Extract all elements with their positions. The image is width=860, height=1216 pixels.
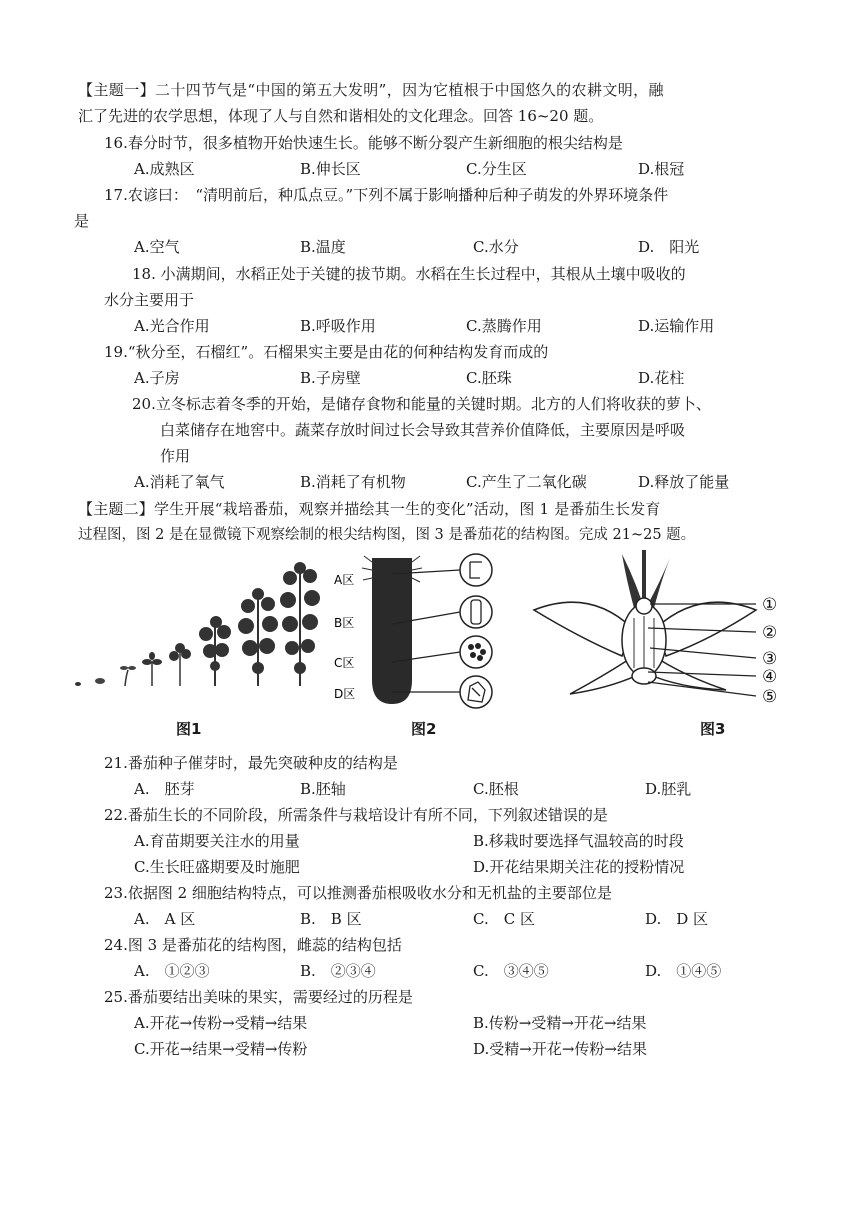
q18-option-a: A.光合作用 [134,317,210,335]
q25-option-d: D.受精→开花→传粉→结果 [473,1040,647,1058]
q24-option-b: B. ②③④ [300,962,376,980]
q20-stem-line3: 作用 [160,447,191,465]
q22-option-a: A.育苗期要关注水的用量 [134,832,300,850]
figure2-root-tip [330,552,520,712]
q24-option-c: C. ③④⑤ [473,962,549,980]
q17-option-c: C.水分 [473,238,519,256]
q23-option-a: A. A 区 [134,910,196,928]
q24-option-a: A. ①②③ [134,962,210,980]
q25-option-b: B.传粉→受精→开花→结果 [473,1014,647,1032]
q20-option-c: C.产生了二氧化碳 [466,473,587,491]
q24-option-d: D. ①④⑤ [645,962,722,980]
q21-option-d: D.胚乳 [645,780,692,798]
q25-option-c: C.开花→结果→受精→传粉 [134,1040,308,1058]
theme1-intro-line2: 汇了先进的农学思想，体现了人与自然和谐相处的文化理念。回答 16~20 题。 [78,107,604,125]
q16-option-d: D.根冠 [638,160,685,178]
q19-option-a: A.子房 [134,369,180,387]
q17-stem-line1: 17.农谚曰： “清明前后，种瓜点豆。”下列不属于影响播种后种子萌发的外界环境条件 [104,186,669,204]
flower-mark-4: ④ [762,667,778,687]
q22-stem: 22.番茄生长的不同阶段，所需条件与栽培设计有所不同，下列叙述错误的是 [104,806,608,824]
q21-stem: 21.番茄种子催芽时，最先突破种皮的结构是 [104,754,398,772]
zone-b-label: B区 [334,616,355,630]
figure3-flower-structure [530,548,790,708]
figure2-label: 图2 [411,720,437,738]
q21-option-b: B.胚轴 [300,780,346,798]
q19-option-d: D.花柱 [638,369,685,387]
figure3-label: 图3 [700,720,726,738]
q23-option-b: B. B 区 [300,910,362,928]
q18-stem-line2: 水分主要用于 [104,291,195,309]
flower-mark-1: ① [762,595,778,615]
q20-stem-line2: 白菜储存在地窖中。蔬菜存放时间过长会导致其营养价值降低，主要原因是呼吸 [160,421,686,439]
figure1-growth-sequence [70,556,320,696]
zone-c-label: C区 [334,656,355,670]
q21-option-a: A. 胚芽 [134,780,195,798]
q18-option-b: B.呼吸作用 [300,317,376,335]
q20-option-a: A.消耗了氧气 [134,473,225,491]
flower-mark-5: ⑤ [762,687,778,707]
q19-option-c: C.胚珠 [466,369,512,387]
q17-option-d: D. 阳光 [638,238,700,256]
theme2-intro-line2: 过程图，图 2 是在显微镜下观察绘制的根尖结构图，图 3 是番茄花的结构图。完成 21~25 题。 [78,527,696,543]
q22-option-c: C.生长旺盛期要及时施肥 [134,858,300,876]
q16-option-b: B.伸长区 [300,160,361,178]
q21-option-c: C.胚根 [473,780,519,798]
q22-option-b: B.移栽时要选择气温较高的时段 [473,832,684,850]
q23-stem: 23.依据图 2 细胞结构特点，可以推测番茄根吸收水分和无机盐的主要部位是 [104,884,612,902]
q17-stem-line2: 是 [74,212,90,230]
zone-d-label: D区 [334,687,356,701]
q19-stem: 19.“秋分至，石榴红”。石榴果实主要是由花的何种结构发育而成的 [104,343,549,361]
q23-option-d: D. D 区 [645,910,709,928]
q18-option-d: D.运输作用 [638,317,715,335]
q17-option-b: B.温度 [300,238,346,256]
q16-option-a: A.成熟区 [134,160,195,178]
q25-option-a: A.开花→传粉→受精→结果 [134,1014,308,1032]
figure1-label: 图1 [176,720,202,738]
q23-option-c: C. C 区 [473,910,535,928]
q17-option-a: A.空气 [134,238,180,256]
q20-stem-line1: 20.立冬标志着冬季的开始，是储存食物和能量的关键时期。北方的人们将收获的萝卜、 [132,395,711,413]
q20-option-d: D.释放了能量 [638,473,730,491]
q18-stem-line1: 18. 小满期间，水稻正处于关键的拔节期。水稻在生长过程中，其根从土壤中吸收的 [132,265,686,283]
q22-option-d: D.开花结果期关注花的授粉情况 [473,858,685,876]
flower-mark-2: ② [762,623,778,643]
zone-a-label: A区 [334,573,355,587]
theme2-intro-line1: 【主题二】学生开展“栽培番茄，观察并描绘其一生的变化”活动，图 1 是番茄生长发育 [78,500,661,518]
flower-mark-3: ③ [762,649,778,669]
theme1-intro-line1: 【主题一】二十四节气是“中国的第五大发明”，因为它植根于中国悠久的农耕文明，融 [78,81,664,99]
q18-option-c: C.蒸腾作用 [466,317,542,335]
q25-stem: 25.番茄要结出美味的果实，需要经过的历程是 [104,988,413,1006]
q20-option-b: B.消耗了有机物 [300,473,406,491]
q19-option-b: B.子房壁 [300,369,361,387]
q24-stem: 24.图 3 是番茄花的结构图，雌蕊的结构包括 [104,936,402,954]
q16-option-c: C.分生区 [466,160,527,178]
q16-stem: 16.春分时节，很多植物开始快速生长。能够不断分裂产生新细胞的根尖结构是 [104,134,623,152]
